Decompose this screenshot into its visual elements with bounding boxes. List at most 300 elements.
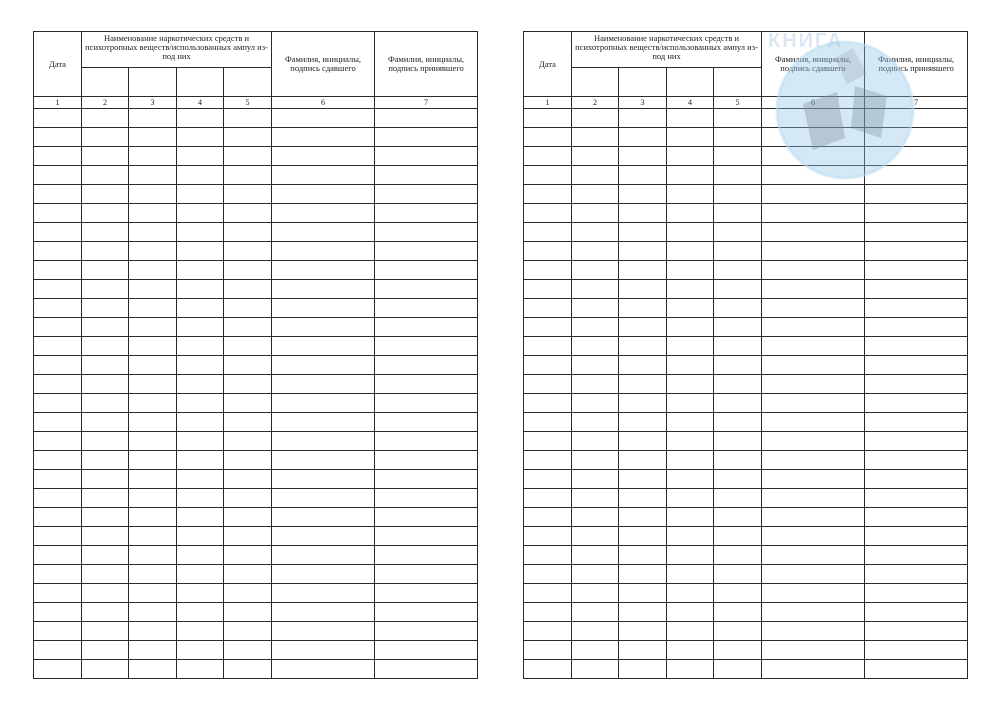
entry-cell (129, 280, 177, 299)
entry-cell (762, 185, 865, 204)
entry-cell (129, 470, 177, 489)
entry-cell (272, 432, 375, 451)
entry-cell (619, 622, 667, 641)
entry-cell (524, 451, 572, 470)
entry-cell (129, 508, 177, 527)
entry-cell (177, 508, 224, 527)
entry-cell (762, 356, 865, 375)
entry-cell (375, 432, 478, 451)
entry-cell (177, 394, 224, 413)
entry-cell (224, 527, 272, 546)
entry-cell (762, 109, 865, 128)
entry-cell (714, 299, 762, 318)
entry-cell (177, 356, 224, 375)
table-row (524, 185, 968, 204)
column-number: 5 (224, 97, 272, 109)
entry-cell (667, 470, 714, 489)
entry-cell (272, 565, 375, 584)
header-drug-names: Наименование наркотических средств и психотропных веществ/использованных ампул из-под них (572, 32, 762, 68)
entry-cell (524, 337, 572, 356)
entry-cell (572, 185, 619, 204)
table-row (524, 565, 968, 584)
header-date: Дата (524, 32, 572, 97)
entry-cell (177, 546, 224, 565)
entry-cell (667, 223, 714, 242)
table-row (34, 489, 478, 508)
table-row (524, 299, 968, 318)
column-number: 1 (524, 97, 572, 109)
entry-cell (375, 204, 478, 223)
entry-cell (619, 356, 667, 375)
table-row (34, 109, 478, 128)
table-row (34, 356, 478, 375)
entry-cell (224, 261, 272, 280)
entry-cell (129, 660, 177, 679)
entry-cell (572, 394, 619, 413)
entry-cell (177, 565, 224, 584)
table-row (34, 641, 478, 660)
entry-cell (619, 394, 667, 413)
entry-cell (714, 489, 762, 508)
entry-cell (177, 527, 224, 546)
entry-cell (714, 603, 762, 622)
entry-cell (34, 204, 82, 223)
entry-cell (129, 185, 177, 204)
entry-cell (524, 489, 572, 508)
entry-cell (129, 318, 177, 337)
entry-cell (865, 470, 968, 489)
entry-cell (34, 109, 82, 128)
journal-page-left (33, 31, 477, 676)
entry-cell (762, 223, 865, 242)
entry-cell (572, 527, 619, 546)
entry-cell (667, 603, 714, 622)
entry-cell (82, 185, 129, 204)
entry-cell (177, 204, 224, 223)
table-row (34, 565, 478, 584)
entry-cell (177, 603, 224, 622)
entry-cell (375, 128, 478, 147)
entry-cell (34, 565, 82, 584)
entry-cell (865, 603, 968, 622)
entry-cell (524, 261, 572, 280)
entry-cell (34, 261, 82, 280)
entry-cell (619, 166, 667, 185)
entry-cell (177, 413, 224, 432)
table-row (524, 489, 968, 508)
entry-cell (272, 603, 375, 622)
entry-cell (224, 603, 272, 622)
entry-cell (714, 641, 762, 660)
entry-cell (524, 584, 572, 603)
entry-cell (129, 299, 177, 318)
entry-cell (177, 109, 224, 128)
header-surrendered-by: Фамилия, инициалы, подпись сдавшего (762, 32, 865, 97)
entry-cell (375, 413, 478, 432)
entry-cell (129, 584, 177, 603)
entry-cell (762, 128, 865, 147)
entry-cell (667, 375, 714, 394)
entry-cell (177, 375, 224, 394)
entry-cell (865, 622, 968, 641)
table-row (524, 394, 968, 413)
entry-cell (667, 166, 714, 185)
journal-table (33, 31, 478, 679)
entry-cell (224, 432, 272, 451)
table-row (34, 223, 478, 242)
entry-cell (272, 641, 375, 660)
entry-cell (572, 356, 619, 375)
entry-cell (714, 432, 762, 451)
entry-cell (714, 451, 762, 470)
table-row (34, 166, 478, 185)
entry-cell (524, 185, 572, 204)
entry-cell (667, 185, 714, 204)
entry-cell (714, 280, 762, 299)
entry-cell (572, 413, 619, 432)
entry-cell (177, 584, 224, 603)
entry-cell (619, 413, 667, 432)
entry-cell (667, 660, 714, 679)
entry-cell (714, 660, 762, 679)
entry-cell (762, 299, 865, 318)
entry-cell (865, 223, 968, 242)
entry-cell (34, 622, 82, 641)
entry-cell (524, 508, 572, 527)
entry-cell (572, 318, 619, 337)
table-row (524, 204, 968, 223)
entry-cell (524, 318, 572, 337)
entry-cell (224, 337, 272, 356)
entry-cell (375, 223, 478, 242)
entry-cell (272, 394, 375, 413)
column-number: 7 (375, 97, 478, 109)
entry-cell (129, 375, 177, 394)
journal-table (523, 31, 968, 679)
entry-cell (129, 147, 177, 166)
entry-cell (177, 641, 224, 660)
subheader-cell (667, 68, 714, 97)
entry-cell (667, 356, 714, 375)
entry-cell (865, 356, 968, 375)
column-number: 5 (714, 97, 762, 109)
entry-cell (82, 128, 129, 147)
entry-cell (865, 128, 968, 147)
entry-cell (375, 109, 478, 128)
entry-cell (524, 242, 572, 261)
table-row (34, 508, 478, 527)
entry-cell (714, 223, 762, 242)
entry-cell (572, 147, 619, 166)
entry-cell (667, 128, 714, 147)
entry-cell (224, 565, 272, 584)
entry-cell (375, 261, 478, 280)
table-row (524, 280, 968, 299)
entry-cell (272, 546, 375, 565)
entry-cell (865, 489, 968, 508)
entry-cell (82, 451, 129, 470)
table-row (524, 546, 968, 565)
entry-cell (572, 660, 619, 679)
entry-cell (762, 261, 865, 280)
entry-cell (524, 394, 572, 413)
subheader-cell (177, 68, 224, 97)
entry-cell (572, 223, 619, 242)
entry-cell (865, 584, 968, 603)
entry-cell (572, 261, 619, 280)
entry-cell (34, 508, 82, 527)
entry-cell (129, 565, 177, 584)
entry-cell (375, 622, 478, 641)
entry-cell (619, 470, 667, 489)
entry-cell (619, 451, 667, 470)
entry-cell (129, 413, 177, 432)
entry-cell (272, 622, 375, 641)
entry-cell (667, 242, 714, 261)
entry-cell (82, 375, 129, 394)
table-row (524, 508, 968, 527)
entry-cell (865, 109, 968, 128)
entry-cell (82, 546, 129, 565)
entry-cell (34, 527, 82, 546)
table-row (524, 432, 968, 451)
entry-cell (224, 109, 272, 128)
entry-cell (375, 185, 478, 204)
entry-cell (224, 185, 272, 204)
entry-cell (82, 204, 129, 223)
entry-cell (82, 109, 129, 128)
entry-cell (524, 622, 572, 641)
entry-cell (129, 451, 177, 470)
entry-cell (82, 318, 129, 337)
entry-cell (82, 223, 129, 242)
entry-cell (572, 565, 619, 584)
entry-cell (82, 489, 129, 508)
subheader-cell (619, 68, 667, 97)
entry-cell (572, 470, 619, 489)
entry-cell (714, 565, 762, 584)
entry-cell (224, 128, 272, 147)
entry-cell (375, 489, 478, 508)
entry-cell (865, 546, 968, 565)
entry-cell (375, 147, 478, 166)
entry-cell (524, 109, 572, 128)
entry-cell (177, 622, 224, 641)
table-row (524, 584, 968, 603)
entry-cell (714, 128, 762, 147)
entry-cell (865, 375, 968, 394)
entry-cell (34, 584, 82, 603)
entry-cell (272, 299, 375, 318)
entry-cell (619, 128, 667, 147)
entry-cell (34, 223, 82, 242)
entry-cell (177, 470, 224, 489)
entry-cell (762, 470, 865, 489)
entry-cell (82, 166, 129, 185)
entry-cell (34, 641, 82, 660)
entry-cell (224, 451, 272, 470)
entry-cell (865, 166, 968, 185)
entry-cell (34, 375, 82, 394)
entry-cell (375, 660, 478, 679)
entry-cell (34, 242, 82, 261)
entry-cell (524, 356, 572, 375)
entry-cell (762, 660, 865, 679)
entry-cell (667, 299, 714, 318)
entry-cell (572, 299, 619, 318)
entry-cell (667, 337, 714, 356)
entry-cell (129, 603, 177, 622)
entry-cell (177, 451, 224, 470)
entry-cell (524, 375, 572, 394)
entry-cell (865, 394, 968, 413)
entry-cell (762, 204, 865, 223)
entry-cell (572, 508, 619, 527)
entry-cell (224, 489, 272, 508)
entry-cell (865, 242, 968, 261)
table-row (34, 204, 478, 223)
entry-cell (619, 603, 667, 622)
entry-cell (82, 641, 129, 660)
entry-cell (667, 622, 714, 641)
subheader-cell (82, 68, 129, 97)
entry-cell (762, 318, 865, 337)
entry-cell (865, 432, 968, 451)
entry-cell (714, 242, 762, 261)
entry-cell (82, 603, 129, 622)
entry-cell (667, 508, 714, 527)
entry-cell (762, 451, 865, 470)
table-row (524, 527, 968, 546)
entry-cell (272, 451, 375, 470)
column-number: 3 (129, 97, 177, 109)
entry-cell (177, 337, 224, 356)
entry-cell (524, 565, 572, 584)
entry-cell (129, 489, 177, 508)
entry-cell (224, 508, 272, 527)
entry-cell (272, 109, 375, 128)
entry-cell (82, 394, 129, 413)
table-row (34, 432, 478, 451)
entry-cell (224, 660, 272, 679)
entry-cell (619, 242, 667, 261)
table-row (524, 128, 968, 147)
entry-cell (714, 375, 762, 394)
entry-cell (667, 527, 714, 546)
entry-cell (177, 128, 224, 147)
entry-cell (762, 280, 865, 299)
entry-cell (34, 603, 82, 622)
entry-cell (224, 394, 272, 413)
table-row (524, 413, 968, 432)
entry-cell (375, 584, 478, 603)
entry-cell (129, 432, 177, 451)
entry-cell (375, 337, 478, 356)
column-number: 6 (762, 97, 865, 109)
entry-cell (572, 489, 619, 508)
entry-cell (572, 375, 619, 394)
entry-cell (224, 375, 272, 394)
entry-cell (865, 641, 968, 660)
entry-cell (224, 242, 272, 261)
entry-cell (272, 185, 375, 204)
entry-cell (272, 470, 375, 489)
entry-cell (865, 508, 968, 527)
entry-cell (224, 299, 272, 318)
entry-cell (224, 584, 272, 603)
entry-cell (224, 147, 272, 166)
entry-cell (667, 413, 714, 432)
entry-cell (667, 451, 714, 470)
entry-cell (524, 413, 572, 432)
column-number: 7 (865, 97, 968, 109)
entry-cell (619, 204, 667, 223)
entry-cell (667, 109, 714, 128)
entry-cell (619, 280, 667, 299)
table-row (524, 166, 968, 185)
entry-cell (177, 660, 224, 679)
entry-cell (375, 356, 478, 375)
entry-cell (667, 204, 714, 223)
entry-cell (375, 242, 478, 261)
entry-cell (34, 432, 82, 451)
entry-cell (619, 147, 667, 166)
entry-cell (272, 375, 375, 394)
entry-cell (272, 356, 375, 375)
entry-cell (272, 489, 375, 508)
table-row (524, 318, 968, 337)
entry-cell (524, 660, 572, 679)
entry-cell (34, 489, 82, 508)
entry-cell (524, 280, 572, 299)
entry-cell (524, 527, 572, 546)
entry-cell (572, 242, 619, 261)
entry-cell (572, 603, 619, 622)
entry-cell (34, 337, 82, 356)
entry-cell (524, 147, 572, 166)
entry-cell (272, 166, 375, 185)
entry-cell (82, 356, 129, 375)
entry-cell (272, 223, 375, 242)
entry-cell (619, 508, 667, 527)
header-surrendered-by: Фамилия, инициалы, подпись сдавшего (272, 32, 375, 97)
journal-tbody (34, 32, 478, 679)
entry-cell (82, 584, 129, 603)
table-row (524, 261, 968, 280)
entry-cell (34, 660, 82, 679)
column-number-row (34, 97, 478, 109)
entry-cell (375, 299, 478, 318)
entry-cell (34, 394, 82, 413)
table-row (524, 337, 968, 356)
entry-cell (524, 603, 572, 622)
table-row (34, 147, 478, 166)
journal-page-right (523, 31, 967, 676)
entry-cell (619, 565, 667, 584)
table-row (34, 318, 478, 337)
subheader-cell (224, 68, 272, 97)
entry-cell (524, 299, 572, 318)
entry-cell (34, 166, 82, 185)
entry-cell (714, 356, 762, 375)
table-row (34, 603, 478, 622)
column-number: 4 (177, 97, 224, 109)
entry-cell (524, 204, 572, 223)
entry-cell (667, 261, 714, 280)
entry-cell (865, 261, 968, 280)
entry-cell (667, 147, 714, 166)
entry-cell (224, 641, 272, 660)
